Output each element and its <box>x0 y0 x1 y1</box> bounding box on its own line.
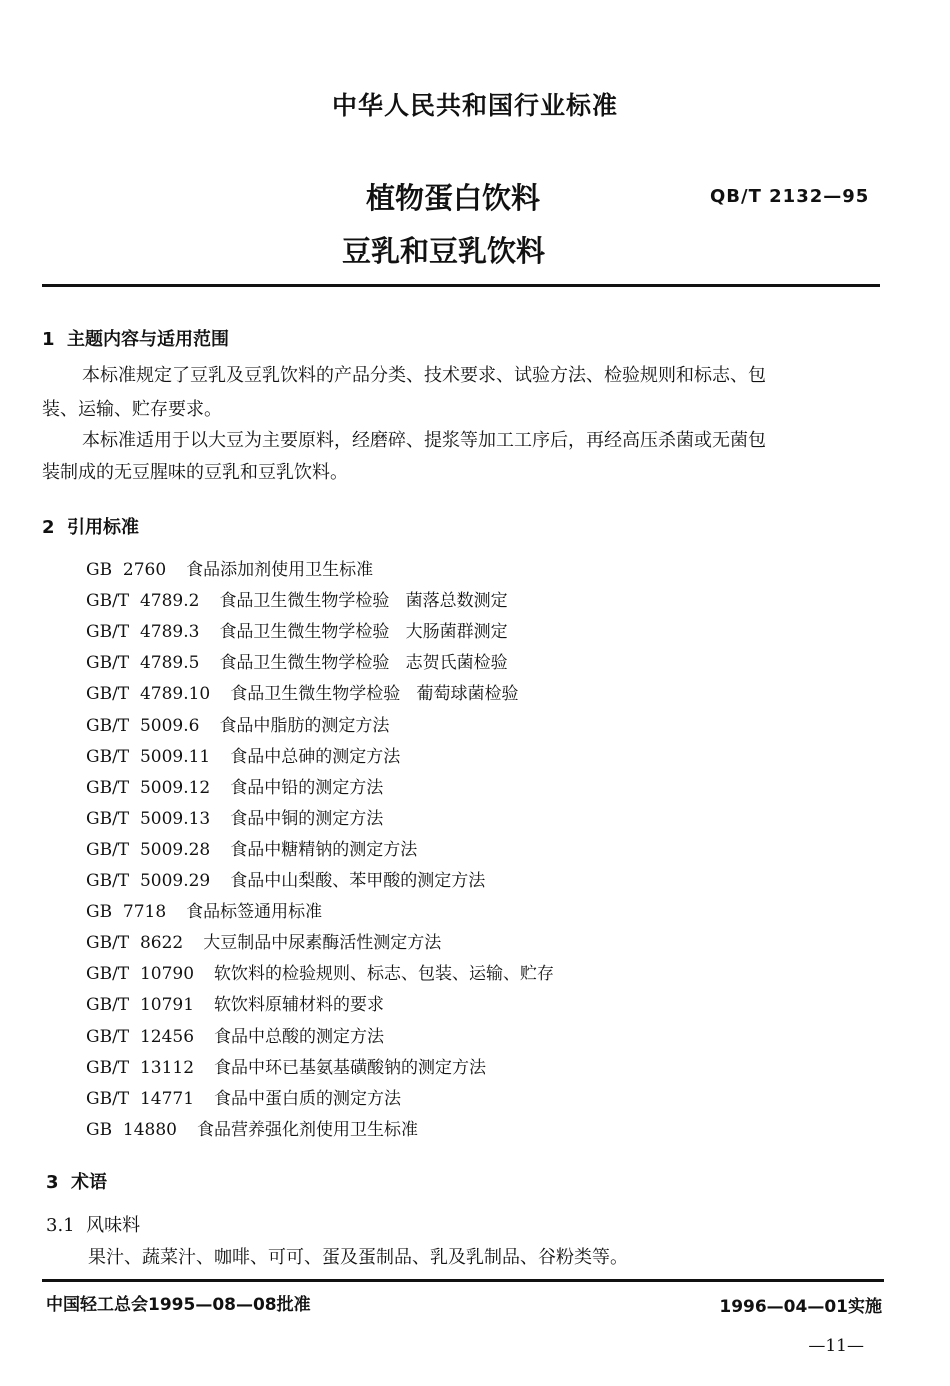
page-number: —11— <box>808 1336 864 1356</box>
approval-info: 中国轻工总会1995—08—08批准 <box>46 1295 311 1315</box>
reference-code: GB/T 4789.3 <box>86 622 200 643</box>
reference-row <box>86 617 508 642</box>
document-title-line1: 植物蛋白饮料 <box>366 181 541 215</box>
reference-code: GB/T 4789.10 <box>86 684 211 705</box>
reference-row <box>86 711 389 736</box>
reference-title: 食品卫生微生物学检验 志贺氏菌检验 <box>219 653 508 674</box>
reference-code: GB/T 10791 <box>86 995 195 1016</box>
section-1-para2-line2: 装制成的无豆腥味的豆乳和豆乳饮料。 <box>42 462 348 483</box>
reference-row <box>86 897 322 922</box>
reference-title: 食品中铜的测定方法 <box>230 808 384 829</box>
reference-row <box>86 866 485 891</box>
reference-title: 软饮料原辅材料的要求 <box>214 995 385 1016</box>
reference-code: GB/T 14771 <box>86 1088 195 1109</box>
reference-row <box>86 928 441 953</box>
document-title-line2: 豆乳和豆乳饮料 <box>342 234 546 268</box>
reference-code: GB/T 5009.13 <box>86 808 211 829</box>
reference-title: 食品中山梨酸、苯甲酸的测定方法 <box>230 871 486 891</box>
reference-code: GB 14880 <box>86 1119 177 1140</box>
reference-code: GB/T 5009.11 <box>86 746 211 767</box>
reference-code: GB/T 10790 <box>86 964 195 985</box>
reference-row <box>86 1022 384 1047</box>
reference-row <box>86 959 554 984</box>
standard-number: QB/T 2132—95 <box>710 186 870 207</box>
reference-row <box>86 1084 401 1109</box>
reference-row <box>86 679 518 704</box>
section-3-1-heading: 3.1 风味料 <box>46 1215 141 1236</box>
reference-code: GB/T 5009.12 <box>86 777 211 798</box>
section-3-heading: 3 术语 <box>46 1172 108 1193</box>
reference-row <box>86 835 417 860</box>
section-1-heading: 1 主题内容与适用范围 <box>42 329 230 350</box>
reference-row <box>86 990 384 1015</box>
reference-title: 食品中蛋白质的测定方法 <box>214 1088 402 1109</box>
document-category: 中华人民共和国行业标准 <box>331 91 618 120</box>
reference-code: GB 2760 <box>86 560 167 580</box>
reference-title: 大豆制品中尿素酶活性测定方法 <box>203 933 442 954</box>
reference-title: 食品添加剂使用卫生标准 <box>186 560 374 580</box>
reference-title: 食品标签通用标准 <box>186 902 323 923</box>
reference-code: GB 7718 <box>86 902 167 923</box>
reference-row <box>86 586 508 611</box>
section-1-para1-line1: 本标准规定了豆乳及豆乳饮料的产品分类、技术要求、试验方法、检验规则和标志、包 <box>82 365 766 386</box>
reference-row <box>86 804 383 829</box>
reference-title: 食品营养强化剂使用卫生标准 <box>196 1119 418 1140</box>
effective-date: 1996—04—01实施 <box>719 1297 882 1317</box>
footer-divider <box>42 1279 884 1282</box>
reference-code: GB/T 12456 <box>86 1026 195 1047</box>
reference-row <box>86 773 383 798</box>
reference-row <box>86 555 373 580</box>
reference-row <box>86 648 508 673</box>
section-1-para2-line1: 本标准适用于以大豆为主要原料，经磨碎、提浆等加工工序后，再经高压杀菌或无菌包 <box>82 430 766 451</box>
reference-title: 软饮料的检验规则、标志、包装、运输、贮存 <box>214 964 555 985</box>
reference-title: 食品中脂肪的测定方法 <box>219 715 390 736</box>
reference-title: 食品中总砷的测定方法 <box>230 746 401 767</box>
reference-code: GB/T 5009.6 <box>86 715 200 736</box>
reference-title: 食品卫生微生物学检验 葡萄球菌检验 <box>230 684 519 705</box>
header-divider <box>42 284 880 287</box>
reference-title: 食品中总酸的测定方法 <box>214 1026 385 1047</box>
section-1-para1-line2: 装、运输、贮存要求。 <box>42 399 222 420</box>
reference-title: 食品中铅的测定方法 <box>230 777 384 798</box>
reference-code: GB/T 4789.2 <box>86 591 200 612</box>
reference-title: 食品卫生微生物学检验 大肠菌群测定 <box>219 622 508 643</box>
reference-row <box>86 1053 486 1078</box>
reference-code: GB/T 5009.29 <box>86 871 211 891</box>
reference-code: GB/T 4789.5 <box>86 653 200 674</box>
section-2-heading: 2 引用标准 <box>42 517 140 538</box>
section-3-1-text: 果汁、蔬菜汁、咖啡、可可、蛋及蛋制品、乳及乳制品、谷粉类等。 <box>88 1247 628 1268</box>
reference-code: GB/T 8622 <box>86 933 184 954</box>
reference-title: 食品中环已基氨基磺酸钠的测定方法 <box>214 1057 487 1078</box>
reference-code: GB/T 13112 <box>86 1057 195 1078</box>
reference-title: 食品中糖精钠的测定方法 <box>230 839 418 860</box>
reference-row <box>86 742 400 767</box>
reference-row <box>86 1115 418 1140</box>
reference-code: GB/T 5009.28 <box>86 839 211 860</box>
reference-title: 食品卫生微生物学检验 菌落总数测定 <box>219 591 508 612</box>
